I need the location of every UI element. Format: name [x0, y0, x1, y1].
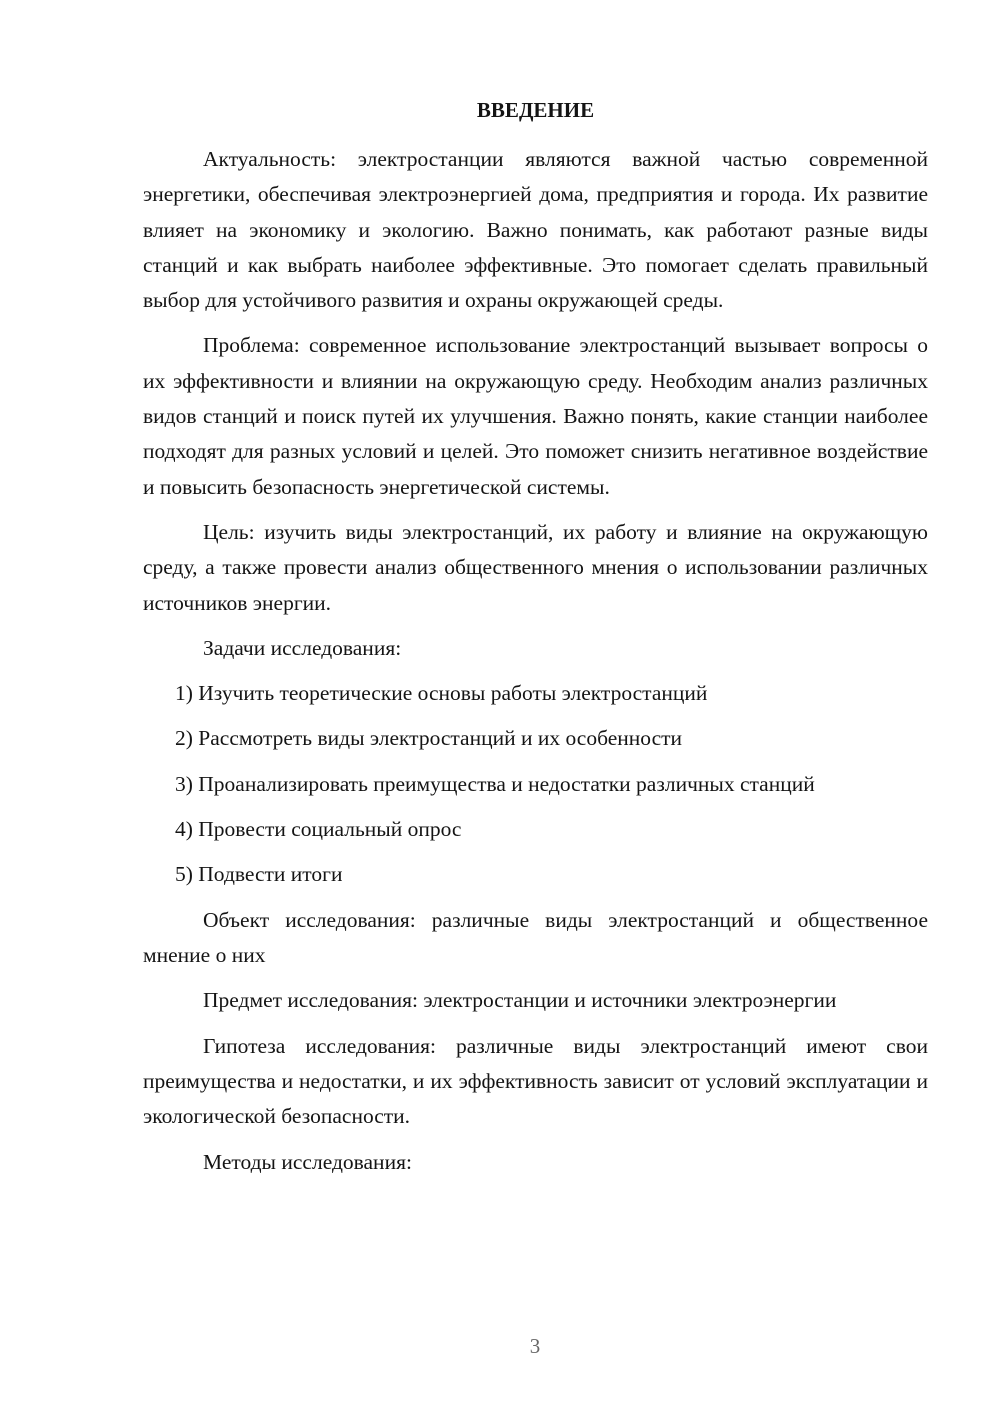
paragraph-hypothesis: Гипотеза исследования: различные виды электростанций имеют свои преимущества и недостатки, и их эффективность зависит от условий эксплуатации и экологической безопасности. [143, 1033, 928, 1129]
tasks-list [143, 676, 928, 892]
paragraph-relevance: Актуальность: электростанции являются важной частью современной энергетики, обеспечивая электроэнергией дома, предприятия и города. Их развитие влияет на экономику и экологию. Важно понимать, как работают разные виды станций и как выбрать наиболее эффективные. Это помогает сделать правильный выбор для устойчивого развития и охраны окружающей среды. [143, 147, 928, 313]
list-item: 2) Рассмотреть виды электростанций и их особенности [175, 726, 683, 751]
page-title: ВВЕДЕНИЕ [476, 98, 595, 122]
list-item: 5) Подвести итоги [175, 862, 343, 887]
paragraph-object: Объект исследования: различные виды электростанций и общественное мнение о них [143, 907, 928, 967]
list-item: 4) Провести социальный опрос [175, 817, 462, 842]
tasks-label: Задачи исследования: [203, 635, 402, 660]
list-item: 3) Проанализировать преимущества и недостатки различных станций [175, 771, 815, 796]
paragraph-problem: Проблема: современное использование электростанций вызывает вопросы о их эффективности и влиянии на окружающую среду. Необходим анализ различных видов станций и поиск путей их улучшения. Важно понять, какие станции наиболее подходят для разных условий и целей. Это поможет снизить негативное воздействие и повысить безопасность энергетической системы. [143, 333, 928, 499]
page-number: 3 [529, 1334, 541, 1358]
document-body [143, 142, 928, 1191]
methods-label: Методы исследования: [203, 1150, 412, 1175]
paragraph-subject: Предмет исследования: электростанции и источники электроэнергии [203, 988, 837, 1013]
paragraph-goal: Цель: изучить виды электростанций, их работу и влияние на окружающую среду, а также провести анализ общественного мнения о использовании различных источников энергии. [143, 519, 928, 615]
list-item: 1) Изучить теоретические основы работы электростанций [175, 681, 708, 706]
